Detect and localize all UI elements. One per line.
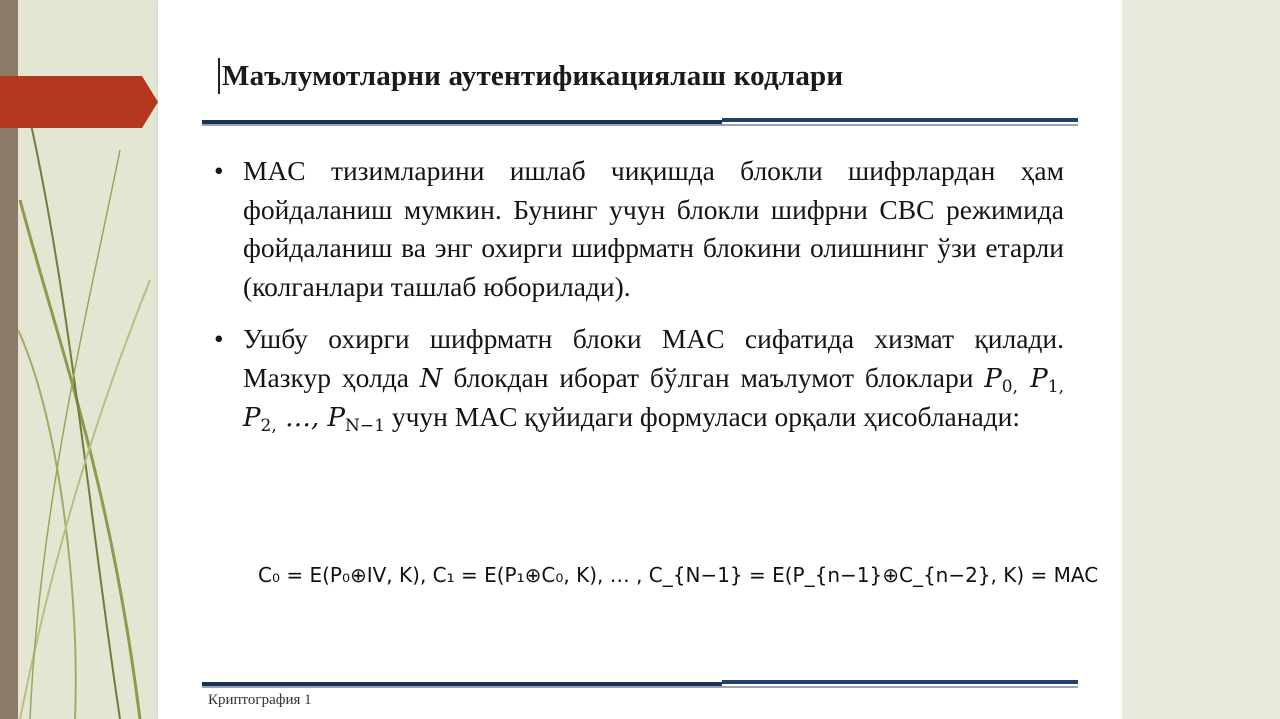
footer-divider <box>202 680 1078 688</box>
slide-canvas <box>158 0 1122 719</box>
bullet-item-1: • MAC тизимларини ишлаб чиқишда блокли шифрлардан ҳам фойдаланиш мумкин. Бунинг учун блокли шифрни CBC режимида фойдаланиш ва энг охирги шифрматн блокини олишнинг ўзи етарли (колганлари ташлаб юборилади). <box>214 152 1064 306</box>
title-divider <box>202 118 1078 126</box>
red-arrow-tab <box>0 76 160 128</box>
symbol-n: N <box>419 363 443 394</box>
bullet-2-text-a: Ушбу охирги шифрматн блоки MAC сифатида хизмат қилади. Мазкур ҳолда <box>243 323 1064 393</box>
bullet-2-text-b: блокдан иборат бўлган маълумот блоклари <box>453 361 974 393</box>
slide-footer: Криптография 1 <box>208 692 312 708</box>
bullet-list <box>214 152 1064 452</box>
slide-title: Маълумотларни аутентификациялаш кодлари <box>218 58 843 94</box>
right-decor-panel <box>1122 0 1280 719</box>
bullet-item-2 <box>214 320 1064 438</box>
sequence-p: $P_{0,}$ $P_{1,}$ $P_{2,}$ …, $P_{N-1}$ <box>243 363 1065 436</box>
mac-formula: C₀ = E(P₀⊕IV, K), C₁ = E(P₁⊕C₀, K), … , C_{N−1} = E(P_{n−1}⊕C_{n−2}, K) = MAC <box>258 563 1099 587</box>
bullet-2-text-c: учун MAC қуйидаги формуласи орқали ҳисобланади: <box>391 401 1021 432</box>
